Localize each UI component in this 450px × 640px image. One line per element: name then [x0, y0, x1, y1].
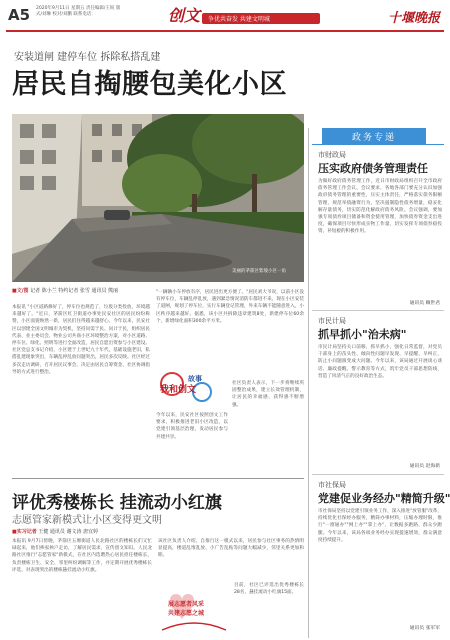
lead-headline: 居民自掏腰包美化小区	[12, 69, 287, 100]
second-byline	[12, 528, 98, 535]
byline2-text: 王健 通讯员 谢文涛 唐宜婷	[38, 529, 99, 535]
byline-prefix: ■文/图	[12, 288, 29, 294]
item-divider-1	[312, 310, 444, 311]
item-3-kicker: 市社保局	[318, 481, 346, 489]
column-separator	[308, 128, 309, 638]
second-body-col-1: 本报讯 9月7日傍晚，茅箭区五堰街道人民北路社区的楼栋长们又忙碌起来，他们挨家挨户走访，了解居民需求，宣传创文知识。人民北路社区推行"志愿管家"新模式，在社区内选聘热心居民担任楼栋长，负责楼栋卫生、安全、邻里纠纷调解等工作，并定期开展优秀楼栋长评选，对表现突出的楼栋悬挂流动小红旗。	[12, 539, 152, 573]
lead-kicker: 安装道闸 建停车位 拆除私搭乱建	[14, 52, 161, 63]
mini-logo-text-a: 我和创文	[160, 385, 197, 395]
item-3-body: 市社保局坚持以党建引领业务工作，深入推进"放管服"改革，持续优化社保经办服务，精简办事材料，压缩办理时限，推行"一窗通办""网上办""掌上办"，让数据多跑路、群众少跑腿。今年以来，该局各项业务经办实现提速增效，群众满意度持续提升。	[318, 509, 442, 543]
masthead	[0, 0, 450, 44]
lead-body-col-2b: 今年以来，民安社区按照创文工作要求，积极推进老旧小区改造，以党建引领基层治理，发动居民参与共建共享。	[156, 413, 228, 440]
section-tab	[322, 128, 426, 144]
lead-body-col-3: 社区负责人表示，下一步将继续巩固整治成果，建立长效管理机制，让居民的幸福感、获得感不断增强。	[232, 381, 304, 408]
byline2-prefix: ■实习记者	[12, 529, 37, 535]
item-1-signature: 通讯员 赖世君	[409, 301, 440, 306]
page-meta: 2020年9月11日 星期五 责任编辑/王锐 版式/刘琳 校对/刘鹏 联系电话：	[36, 6, 121, 17]
second-body-col-2: 该社区负责人介绍，自推行这一模式以来，居民参与社区事务的热情明显提高，楼道乱堆乱放、小广告乱贴等问题大幅减少，邻里关系更加和睦。	[158, 539, 304, 559]
item-3-title: 党建促业务经办"精简升级"	[318, 492, 450, 505]
second-body-col-3: 目前，社区已评选出优秀楼栋长28名，悬挂流动小红旗15面。	[234, 583, 304, 596]
masthead-rule	[6, 30, 444, 32]
banner-text: 展志愿者风采 共建志愿之城	[168, 601, 205, 617]
section-brand	[168, 3, 318, 25]
section-title: 政务专递	[351, 133, 396, 143]
lead-byline	[12, 288, 172, 295]
volunteer-banner	[158, 586, 230, 636]
section-divider	[12, 478, 304, 479]
item-1-title: 压实政府债务管理责任	[318, 162, 428, 175]
byline-text: 记者 陈小兰 特约记者 张雪 通讯员 熊丽	[30, 288, 119, 294]
item-1-body: 为做好政府债务管理工作，近日市财政局组织召开全市政府债务管理工作会议。会议要求，各地各部门要充分认识加强政府债务管理的重要性，压实主体责任，严格落实债务限额管理，规范举债融资行为，坚决遏制隐性债务增量，稳妥化解存量债务，切实防范化解政府债务风险。会议强调，要加强专项债券项目储备和资金使用管理，加快债券资金支出进度，确保项目尽快形成实物工作量，切实发挥专项债券稳投资、补短板的积极作用。	[318, 179, 442, 235]
my-creative-story-logo	[158, 368, 220, 408]
newspaper-logo: 十堰晚报	[387, 11, 440, 26]
photo-caption: 美丽的茅箭区紫坡小区一角	[232, 269, 286, 274]
mini-logo-text-b: 故事	[188, 375, 202, 383]
item-2-signature: 通讯员 赵海新	[409, 464, 440, 469]
item-divider-2	[312, 474, 444, 475]
item-1-kicker: 市财政局	[318, 151, 346, 159]
lead-body-col-1: 本报讯 "小区道路修好了，停车位也规范了，垃圾分类投放，环境越来越好了。"近日，茅箭区红卫街道办事处民安社区的居民纷纷称赞，小区面貌焕然一新，居民们住得越来越舒心。今年以来，民安社区以创建全国文明城市为契机，坚持问需于民、问计于民，组织居民代表、业主委员会、物业公司共商小区环境整治方案，对小区道路、停车位、绿化、照明等进行全面改造，居民自愿出资参与小区建设。社区党总支书记介绍，小区建于上世纪九十年代，基础设施老旧，私搭乱建现象突出，车辆乱停乱放问题突出，居民多次反映。社区经过多次走访调研，召开居民议事会，决定由居民自筹资金、社区协调指导的方式进行整治。	[12, 305, 150, 375]
section-tab-rule	[312, 144, 444, 145]
item-3-signature: 通讯员 张军军	[409, 626, 440, 631]
second-headline: 评优秀楼栋长 挂流动小红旗	[12, 493, 222, 513]
gov-affairs-column	[312, 128, 450, 638]
lead-photo	[12, 114, 304, 282]
brand-slogan: 争优共奋发 共建文明城	[208, 16, 270, 23]
page-number: A5	[8, 6, 31, 24]
brand-title: 创文	[168, 6, 201, 25]
item-2-kicker: 市民计局	[318, 317, 346, 325]
item-2-body: 市民计局坚持关口前移，抓早抓小，强化日常监督，对党员干部身上的苗头性、倾向性问题早发现、早提醒、早纠正，防止小问题演变成大问题。今年以来，该局通过开展谈心谈话、廉政提醒、警示教育等方式，筑牢党员干部思想防线，营造了风清气正的良好政治生态。	[318, 345, 442, 379]
second-subheadline: 志愿管家新模式让小区变得更文明	[12, 515, 162, 526]
courtyard-photo-illustration	[12, 114, 304, 282]
item-2-title: 抓早抓小"治未病"	[318, 328, 407, 341]
lead-body-col-2: "一辆辆小车停放有序，居民进出更方便了。"居民刘大爷说，以前小区没有停车位，车辆乱停乱放，遇到紧急情况消防车都进不来。现在小区安装了道闸，规划了停车位，实行车辆登记管理，外来车辆不能随意进入，小区秩序越来越好。据悉，该小区共拆除违章建筑8处，新建停车位60余个，新增绿化面积300余平方米。	[156, 290, 304, 324]
